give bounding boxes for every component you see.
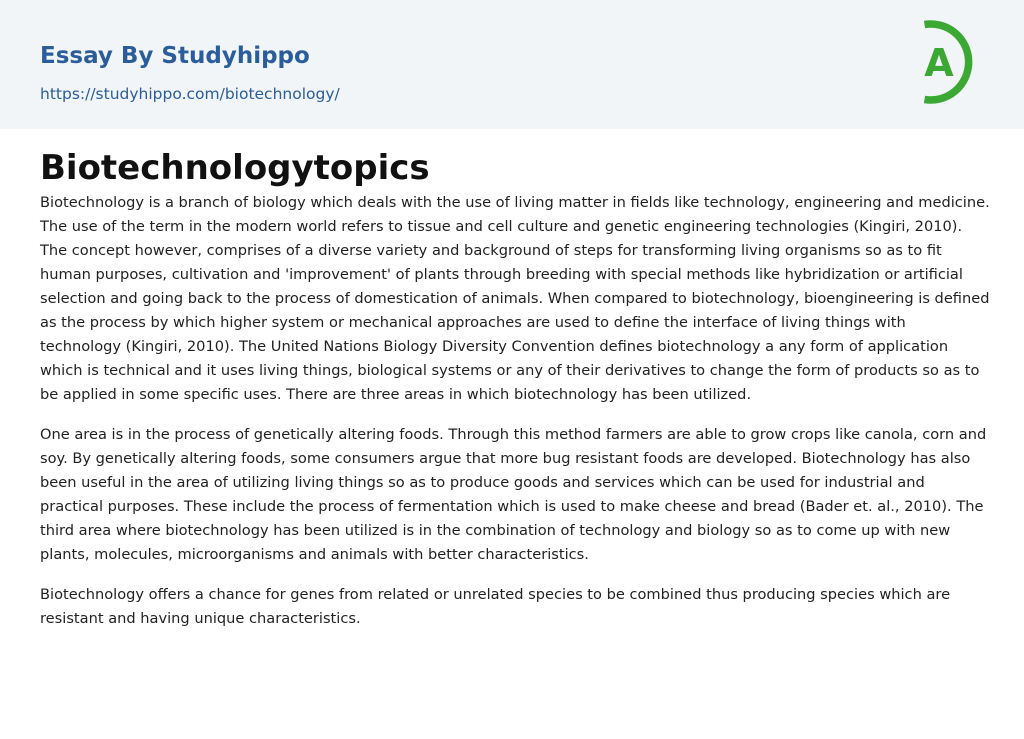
essay-url-link[interactable]: https://studyhippo.com/biotechnology/ xyxy=(40,85,340,103)
studyhippo-logo-icon[interactable] xyxy=(912,19,986,105)
logo-letter: A xyxy=(924,41,954,85)
brand-title: Essay By Studyhippo xyxy=(40,43,310,69)
article-paragraph-3: Biotechnology offers a chance for genes from related or unrelated species to be combined thus producing species which are resistant and having unique characteristics. xyxy=(40,586,951,627)
article-paragraph-2: One area is in the process of genetically altering foods. Through this method farmers are able to grow crops like canola, corn and soy. By genetically altering foods, some consumers argue that more bug resistant foods are developed. Biotechnology has also been useful in the area of utilizing living things so as to produce goods and services which can be used for industrial and practical purposes. These include the process of fermentation which is used to make cheese and bread (Bader et. al., 2010). The third area where biotechnology has been utilized is in the combination of technology and biology so as to come up with new plants, molecules, microorganisms and animals with better characteristics. xyxy=(40,426,987,563)
article-paragraph-1: Biotechnology is a branch of biology which deals with the use of living matter in fields like technology, engineering and medicine. The use of the term in the modern world refers to tissue and cell culture and genetic engineering technologies (Kingiri, 2010). The concept however, comprises of a diverse variety and background of steps for transforming living organisms so as to fit human purposes, cultivation and 'improvement' of plants through breeding with special methods like hybridization or artificial selection and going back to the process of domestication of animals. When compared to biotechnology, bioengineering is defined as the process by which higher system or mechanical approaches are used to define the interface of living things with technology (Kingiri, 2010). The United Nations Biology Diversity Convention defines biotechnology a any form of application which is technical and it uses living things, biological systems or any of their derivatives to change the form of products so as to be applied in some specific uses. There are three areas in which biotechnology has been utilized. xyxy=(40,194,990,403)
site-header xyxy=(0,0,1024,129)
page-title: Biotechnologytopics xyxy=(40,148,430,188)
article-content xyxy=(40,129,990,647)
